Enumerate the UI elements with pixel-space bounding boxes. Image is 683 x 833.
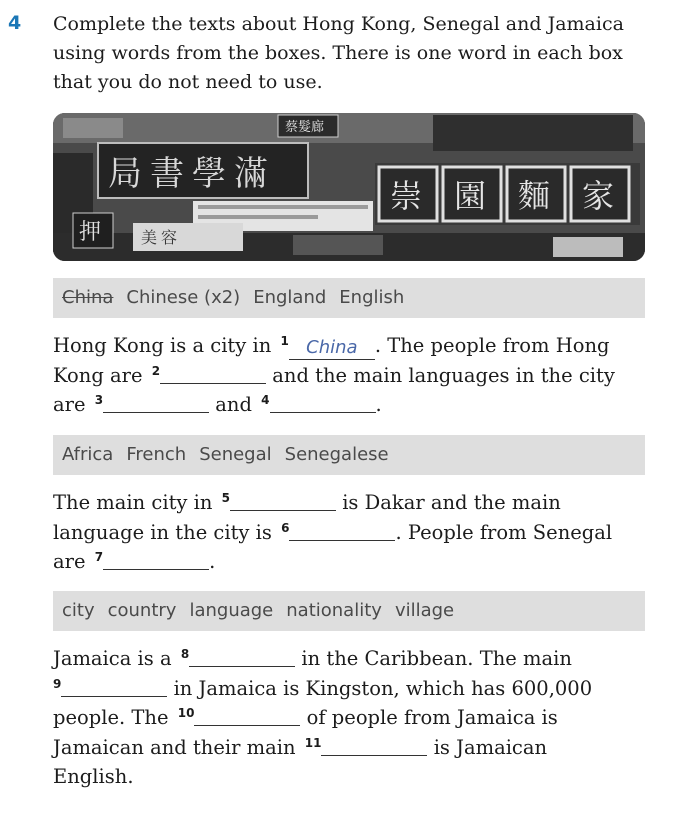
word-option: Chinese (x2) [126, 287, 241, 308]
answer-blank-4[interactable] [270, 394, 376, 413]
instruction-line: using words from the boxes. There is one word in each box [53, 42, 623, 64]
answer-blank-10[interactable] [194, 707, 300, 726]
word-option: Senegalese [284, 444, 389, 465]
word-option: city [62, 600, 95, 621]
instruction-line: Complete the texts about Hong Kong, Senegal and Jamaica [53, 13, 624, 35]
blank-number: 9 [53, 676, 62, 691]
hong-kong-street-photo [53, 113, 645, 261]
svg-text:麵: 麵 [518, 177, 551, 215]
blank-number: 7 [94, 550, 104, 564]
word-option: Senegal [199, 444, 272, 465]
blank-number: 6 [281, 520, 290, 535]
word-box-jamaica [53, 591, 645, 631]
text-line: people. The $^{10}$ of people from Jamaica is [53, 706, 558, 729]
hong-kong-text [53, 331, 653, 420]
blank-number: 10 [177, 706, 195, 720]
answer-blank-2[interactable] [160, 365, 266, 384]
text-line: $^9$ in Jamaica is Kingston, which has 600,000 [53, 676, 593, 700]
blank-number: 11 [304, 735, 322, 750]
text-line: English. [53, 765, 134, 788]
word-option: Africa [62, 444, 114, 465]
sign-text-large: 局 書 學 滿 [108, 154, 268, 194]
blank-number: 4 [261, 393, 270, 407]
text-line: language in the city is $^6$ . People from Senegal [53, 520, 613, 544]
text-line: Jamaica is a $^8$ in the Caribbean. The main [53, 647, 572, 670]
blank-number: 2 [151, 363, 161, 378]
senegal-text [53, 488, 653, 577]
word-option: English [339, 287, 405, 308]
svg-text:園: 園 [454, 177, 487, 215]
street-signs-illustration [53, 113, 645, 261]
jamaica-text [53, 644, 653, 792]
answer-blank-6[interactable] [289, 522, 395, 541]
word-option: French [126, 444, 187, 465]
blank-number: 1 [280, 334, 289, 348]
text-line: The main city in $^5$ is Dakar and the main [53, 491, 561, 514]
answer-blank-5[interactable] [230, 492, 336, 511]
answer-blank-1[interactable]: China [289, 339, 375, 360]
word-box-hong-kong [53, 278, 645, 318]
answer-blank-3[interactable] [103, 394, 209, 413]
text-line: are $^3$ and $^4$ . [53, 393, 382, 416]
text-line: Hong Kong is a city in $^1$ China . The people from Hong [53, 334, 610, 358]
text-line: Jamaican and their main $^{11}$ is Jamaican [53, 735, 548, 759]
sign-text-small: 押 [79, 220, 102, 245]
blank-number: 5 [221, 491, 230, 505]
svg-text:家: 家 [582, 177, 615, 215]
svg-text:崇: 崇 [390, 177, 423, 215]
word-box-senegal [53, 435, 645, 475]
instruction-line: that you do not need to use. [53, 71, 323, 93]
word-option-struck: China [62, 287, 114, 308]
word-option: village [394, 600, 455, 621]
blank-number: 8 [180, 647, 190, 661]
exercise-number: 4 [8, 12, 22, 34]
word-option: nationality [286, 600, 382, 621]
blank-number: 3 [94, 393, 104, 407]
word-option: country [107, 600, 177, 621]
word-option: England [253, 287, 327, 308]
word-option: language [189, 600, 274, 621]
answer-blank-11[interactable] [321, 737, 427, 756]
exercise-instructions [53, 10, 653, 97]
text-line: are $^7$ . [53, 550, 216, 573]
sign-text-top: 蔡髮廊 [285, 120, 325, 135]
answer-blank-9[interactable] [61, 678, 167, 697]
sign-text-bottom: 美 容 [141, 228, 178, 247]
text-line: Kong are $^2$ and the main languages in the city [53, 363, 615, 387]
answer-blank-7[interactable] [103, 551, 209, 570]
answer-blank-8[interactable] [189, 648, 295, 667]
